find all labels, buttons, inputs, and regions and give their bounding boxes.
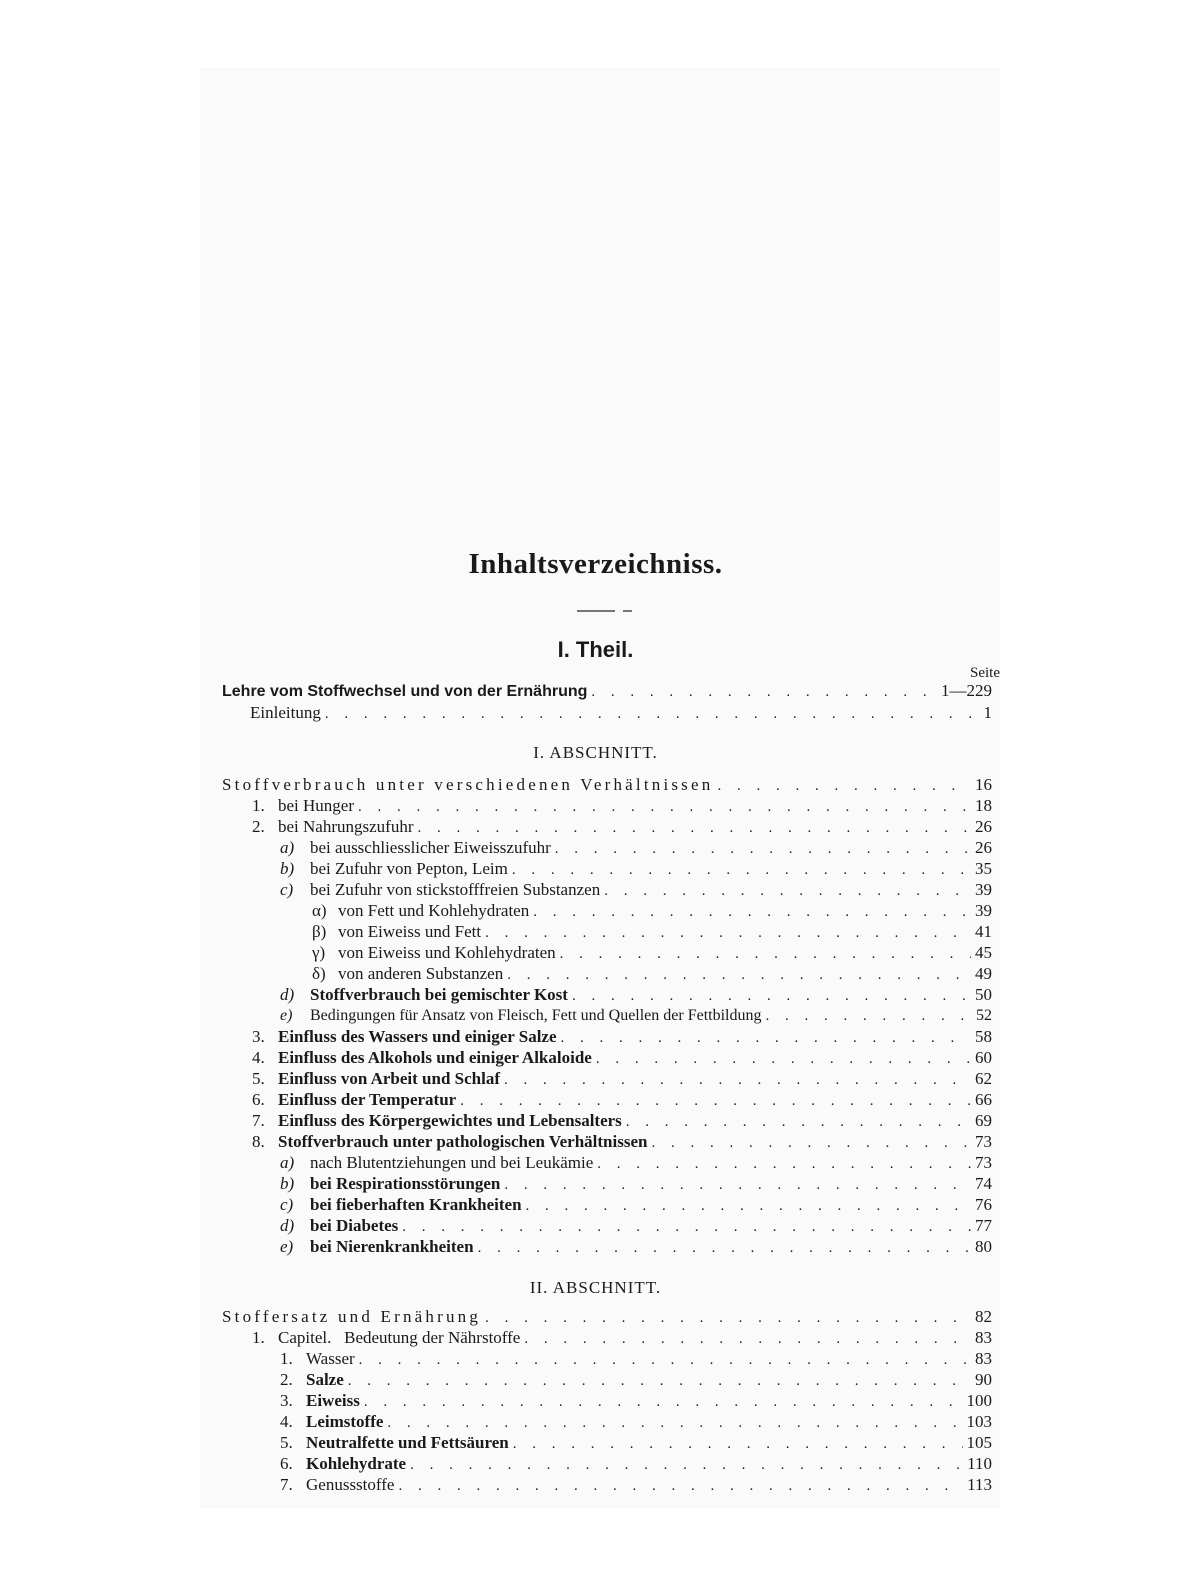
toc-entry — [280, 1195, 992, 1215]
entry-label: bei fieberhaften Krankheiten — [310, 1195, 522, 1214]
entry-number: 5. — [252, 1069, 265, 1088]
entry-label: bei Respirationsstörungen — [310, 1174, 501, 1193]
toc-entry — [280, 985, 992, 1005]
leader-dots — [325, 704, 972, 724]
entry-label: Leimstoffe — [306, 1412, 384, 1431]
entry-page: 58 — [975, 1027, 992, 1046]
leader-dots — [766, 1006, 973, 1026]
entry-marker: d) — [280, 985, 295, 1004]
part-heading: I. Theil. — [557, 637, 634, 662]
leader-dots — [348, 1371, 971, 1391]
toc-entry — [312, 964, 992, 984]
entry-page: 1—229 — [941, 681, 992, 700]
toc-entry-intro — [250, 703, 992, 723]
leader-dots — [561, 1028, 971, 1048]
leader-dots — [418, 818, 972, 838]
leader-dots — [604, 881, 971, 901]
entry-marker: a) — [280, 1153, 295, 1172]
entry-marker: a) — [280, 838, 295, 857]
entry-page: 49 — [975, 964, 992, 983]
leader-dots — [504, 1175, 971, 1195]
entry-label: Salze — [306, 1370, 344, 1389]
entry-label: von anderen Substanzen — [338, 964, 504, 983]
entry-page: 83 — [975, 1349, 992, 1368]
entry-number: 6. — [252, 1090, 265, 1109]
entry-page: 73 — [975, 1153, 992, 1172]
entry-marker: b) — [280, 1174, 295, 1193]
entry-label: bei Zufuhr von stickstofffreien Substanzen — [310, 880, 601, 899]
entry-marker: e) — [280, 1237, 294, 1256]
entry-number: 4. — [252, 1048, 265, 1067]
entry-page: 74 — [975, 1174, 992, 1193]
entry-marker: e) — [280, 1007, 293, 1024]
toc-entry — [252, 1111, 992, 1131]
entry-marker: β) — [312, 922, 327, 941]
entry-number: 3. — [252, 1027, 265, 1046]
toc-entry — [280, 1433, 992, 1453]
entry-number: 1. — [280, 1349, 293, 1368]
entry-page: 39 — [975, 880, 992, 899]
entry-label: Bedeutung der Nährstoffe — [344, 1328, 521, 1347]
title-rule — [577, 610, 632, 612]
entry-label: Einfluss des Körpergewichtes und Lebensalters — [278, 1111, 622, 1130]
entry-label: bei Diabetes — [310, 1216, 399, 1235]
section-heading-1: I. ABSCHNITT. — [533, 743, 658, 762]
entry-page: 52 — [976, 1007, 992, 1024]
entry-marker: α) — [312, 901, 327, 920]
leader-dots — [572, 986, 971, 1006]
section-heading-2: II. ABSCHNITT. — [529, 1278, 662, 1297]
toc-entry — [252, 817, 992, 837]
entry-page: 82 — [975, 1307, 992, 1326]
entry-page: 35 — [975, 859, 992, 878]
entry-number: 1. — [252, 796, 265, 815]
entry-label: Einfluss des Alkohols und einiger Alkaloide — [278, 1048, 592, 1067]
entry-page: 105 — [966, 1433, 992, 1452]
toc-entry — [280, 1475, 992, 1495]
leader-dots — [507, 965, 971, 985]
toc-entry — [252, 1090, 992, 1110]
entry-page: 90 — [975, 1370, 992, 1389]
leader-dots — [402, 1217, 971, 1237]
toc-entry — [280, 859, 992, 879]
entry-number: 5. — [280, 1433, 293, 1452]
entry-page: 62 — [975, 1069, 992, 1088]
leader-dots — [533, 902, 971, 922]
leader-dots — [560, 944, 971, 964]
entry-page: 39 — [975, 901, 992, 920]
toc-entry — [312, 922, 992, 942]
entry-page: 80 — [975, 1237, 992, 1256]
leader-dots — [460, 1091, 971, 1111]
toc-entry — [280, 1370, 992, 1390]
entry-label: Einfluss des Wassers und einiger Salze — [278, 1027, 557, 1046]
entry-page: 18 — [975, 796, 992, 815]
entry-page: 60 — [975, 1048, 992, 1067]
leader-dots — [513, 1434, 963, 1454]
toc-entry-main-heading — [222, 681, 992, 701]
entry-label: bei Nahrungszufuhr — [278, 817, 414, 836]
entry-label: bei Hunger — [278, 796, 355, 815]
entry-number: 3. — [280, 1391, 293, 1410]
leader-dots — [717, 776, 971, 796]
entry-label: von Eiweiss und Kohlehydraten — [338, 943, 556, 962]
entry-label: Wasser — [306, 1349, 355, 1368]
toc-entry — [280, 1454, 992, 1474]
entry-label: nach Blutentziehungen und bei Leukämie — [310, 1153, 594, 1172]
entry-number: 7. — [252, 1111, 265, 1130]
toc-entry — [252, 1132, 992, 1152]
entry-marker: c) — [280, 880, 294, 899]
entry-marker: δ) — [312, 964, 326, 983]
leader-dots — [485, 923, 971, 943]
entry-page: 41 — [975, 922, 992, 941]
toc-entry — [280, 1412, 992, 1432]
leader-dots — [387, 1413, 962, 1433]
leader-dots — [526, 1196, 971, 1216]
toc-entry — [280, 1237, 992, 1257]
entry-page: 1 — [983, 703, 992, 722]
entry-page: 66 — [975, 1090, 992, 1109]
entry-page: 103 — [966, 1412, 992, 1431]
entry-label: Einfluss von Arbeit und Schlaf — [278, 1069, 501, 1088]
entry-label: bei Zufuhr von Pepton, Leim — [310, 859, 508, 878]
leader-dots — [359, 1350, 971, 1370]
page-column-header: Seite — [970, 665, 1000, 681]
entry-label: Stoffverbrauch unter verschiedenen Verhältnissen — [222, 775, 714, 794]
entry-label: Bedingungen für Ansatz von Fleisch, Fett und Quellen der Fettbildung — [310, 1007, 762, 1024]
entry-page: 113 — [967, 1475, 992, 1494]
entry-page: 77 — [975, 1216, 992, 1235]
leader-dots — [596, 1049, 971, 1069]
leader-dots — [485, 1308, 971, 1328]
entry-page: 110 — [967, 1454, 992, 1473]
entry-label: Einleitung — [250, 703, 321, 722]
entry-label: von Fett und Kohlehydraten — [338, 901, 530, 920]
entry-page: 69 — [975, 1111, 992, 1130]
entry-label: bei ausschliesslicher Eiweisszufuhr — [310, 838, 551, 857]
entry-page: 26 — [975, 817, 992, 836]
toc-entry — [312, 943, 992, 963]
leader-dots — [626, 1112, 971, 1132]
entry-marker: d) — [280, 1216, 295, 1235]
page-title: Inhaltsverzeichniss. — [468, 548, 723, 580]
entry-page: 73 — [975, 1132, 992, 1151]
entry-number: 6. — [280, 1454, 293, 1473]
entry-number: 7. — [280, 1475, 293, 1494]
leader-dots — [591, 682, 937, 702]
toc-entry — [280, 838, 992, 858]
toc-entry — [280, 1216, 992, 1236]
toc-entry — [280, 1174, 992, 1194]
entry-label: Genussstoffe — [306, 1475, 395, 1494]
chapter-label: Capitel. — [278, 1328, 332, 1347]
entry-label: von Eiweiss und Fett — [338, 922, 482, 941]
leader-dots — [358, 797, 971, 817]
toc-entry — [280, 880, 992, 900]
toc-entry — [280, 1349, 992, 1369]
entry-marker: c) — [280, 1195, 294, 1214]
leader-dots — [597, 1154, 971, 1174]
entry-page: 16 — [975, 775, 992, 794]
toc-entry — [280, 1391, 992, 1411]
entry-label: bei Nierenkrankheiten — [310, 1237, 474, 1256]
entry-label: Kohlehydrate — [306, 1454, 407, 1473]
entry-number: 8. — [252, 1132, 265, 1151]
entry-page: 45 — [975, 943, 992, 962]
toc-entry — [280, 1153, 992, 1173]
entry-number: 2. — [280, 1370, 293, 1389]
entry-label: Stoffersatz und Ernährung — [222, 1307, 482, 1326]
toc-entry-chapter — [252, 1328, 992, 1348]
entry-number: 2. — [252, 817, 265, 836]
toc-entry — [252, 1048, 992, 1068]
leader-dots — [478, 1238, 971, 1258]
entry-label: Lehre vom Stoffwechsel und von der Ernährung — [222, 683, 588, 700]
entry-label: Stoffverbrauch unter pathologischen Verhältnissen — [278, 1132, 648, 1151]
leader-dots — [555, 839, 971, 859]
toc-entry — [252, 1027, 992, 1047]
entry-label: Stoffverbrauch bei gemischter Kost — [310, 985, 568, 1004]
entry-page: 26 — [975, 838, 992, 857]
toc-entry-section-title — [222, 775, 992, 795]
toc-entry-section-title — [222, 1307, 992, 1327]
entry-label: Neutralfette und Fettsäuren — [306, 1433, 509, 1452]
entry-label: Eiweiss — [306, 1391, 360, 1410]
toc-entry — [252, 1069, 992, 1089]
entry-page: 50 — [975, 985, 992, 1004]
entry-number: 1. — [252, 1328, 265, 1347]
leader-dots — [512, 860, 971, 880]
entry-label: Einfluss der Temperatur — [278, 1090, 457, 1109]
entry-marker: γ) — [312, 943, 326, 962]
entry-page: 100 — [966, 1391, 992, 1410]
leader-dots — [364, 1392, 963, 1412]
entry-page: 83 — [975, 1328, 992, 1347]
toc-entry — [312, 901, 992, 921]
toc-entry — [280, 1006, 992, 1026]
leader-dots — [524, 1329, 971, 1349]
leader-dots — [410, 1455, 963, 1475]
leader-dots — [504, 1070, 971, 1090]
leader-dots — [398, 1476, 963, 1496]
entry-number: 4. — [280, 1412, 293, 1431]
leader-dots — [651, 1133, 971, 1153]
entry-marker: b) — [280, 859, 295, 878]
toc-entry — [252, 796, 992, 816]
entry-page: 76 — [975, 1195, 992, 1214]
